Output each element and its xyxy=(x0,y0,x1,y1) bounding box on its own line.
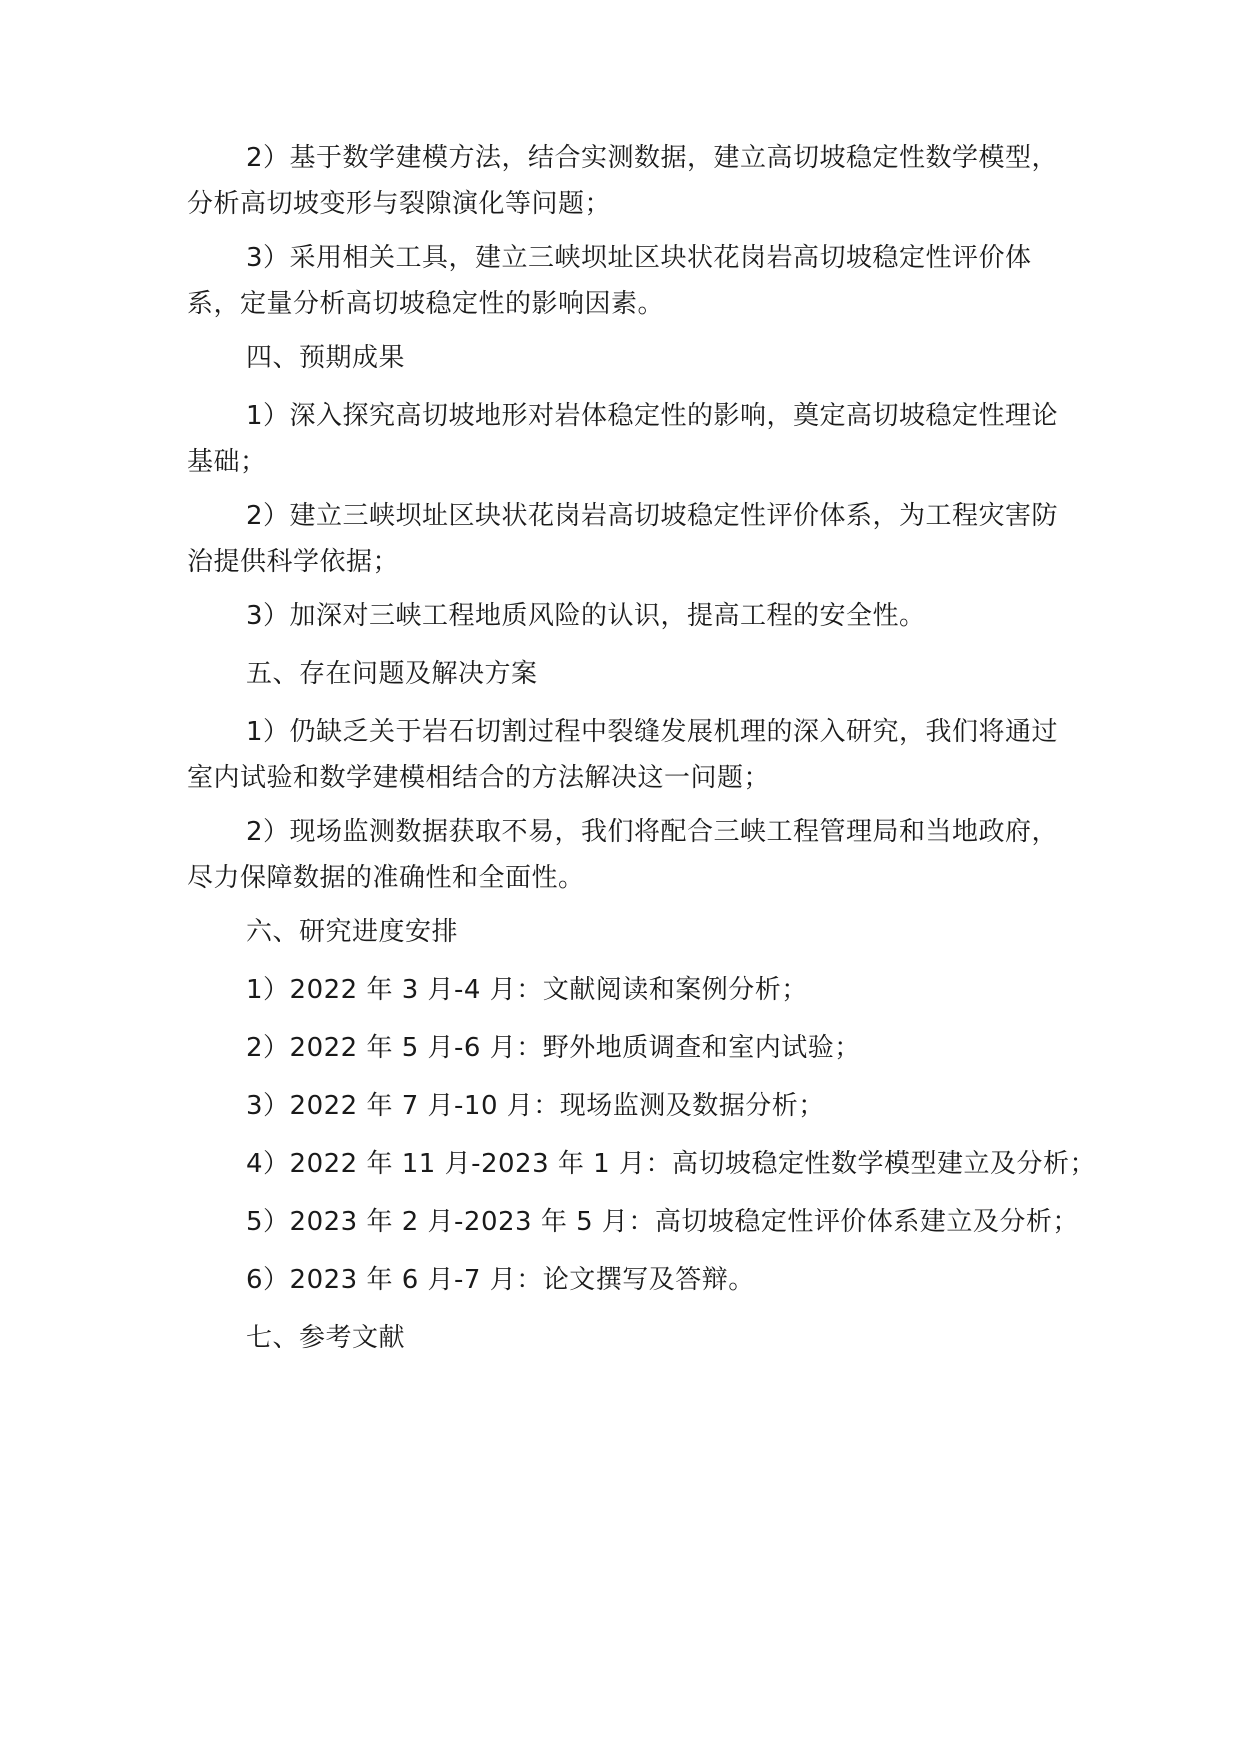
section-heading-schedule: 六、研究进度安排 xyxy=(246,917,459,947)
schedule-item-2: 2）2022 年 5 月-6 月：野外地质调查和室内试验； xyxy=(246,1033,861,1063)
paragraph-problem-2: 2）现场监测数据获取不易，我们将配合三峡工程管理局和当地政府，尽力保障数据的准确性和全面性。 xyxy=(187,817,1059,893)
paragraph-method-2: 2）基于数学建模方法，结合实测数据，建立高切坡稳定性数学模型，分析高切坡变形与裂隙演化等问题； xyxy=(187,143,1059,219)
schedule-item-1: 1）2022 年 3 月-4 月：文献阅读和案例分析； xyxy=(246,975,808,1005)
paragraph-method-3: 3）采用相关工具，建立三峡坝址区块状花岗岩高切坡稳定性评价体系，定量分析高切坡稳定性的影响因素。 xyxy=(187,243,1032,319)
section-heading-problems: 五、存在问题及解决方案 xyxy=(246,659,538,689)
paragraph-result-1: 1）深入探究高切坡地形对岩体稳定性的影响，奠定高切坡稳定性理论基础； xyxy=(187,401,1059,477)
schedule-item-6: 6）2023 年 6 月-7 月：论文撰写及答辩。 xyxy=(246,1265,755,1295)
paragraph-result-3: 3）加深对三峡工程地质风险的认识，提高工程的安全性。 xyxy=(246,601,926,631)
schedule-item-3: 3）2022 年 7 月-10 月：现场监测及数据分析； xyxy=(246,1091,825,1121)
paragraph-result-2: 2）建立三峡坝址区块状花岗岩高切坡稳定性评价体系，为工程灾害防治提供科学依据； xyxy=(187,501,1059,577)
section-heading-expected-results: 四、预期成果 xyxy=(246,343,406,373)
section-heading-references: 七、参考文献 xyxy=(246,1323,406,1353)
schedule-item-5: 5）2023 年 2 月-2023 年 5 月：高切坡稳定性评价体系建立及分析； xyxy=(246,1207,1079,1237)
schedule-item-4: 4）2022 年 11 月-2023 年 1 月：高切坡稳定性数学模型建立及分析； xyxy=(246,1149,1096,1179)
paragraph-problem-1: 1）仍缺乏关于岩石切割过程中裂缝发展机理的深入研究，我们将通过室内试验和数学建模相结合的方法解决这一问题； xyxy=(187,717,1059,793)
